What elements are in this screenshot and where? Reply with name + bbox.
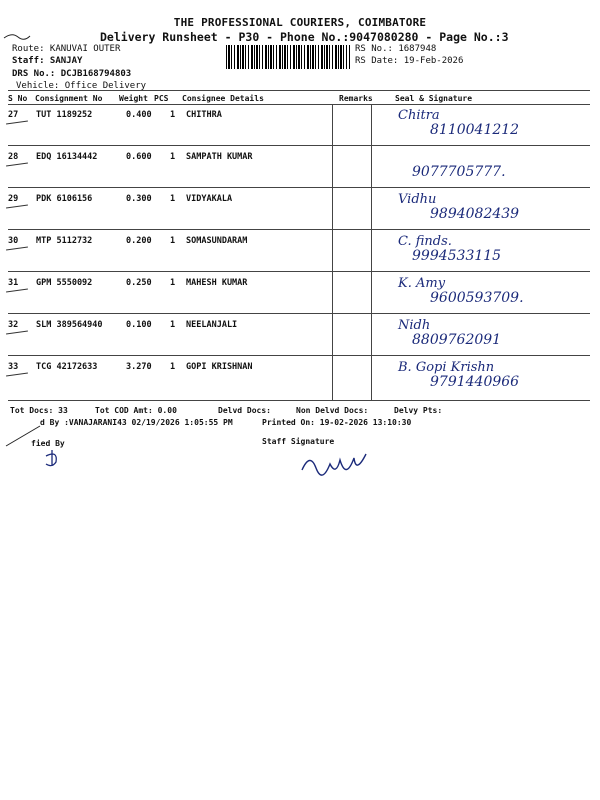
- consignee-name: SOMASUNDARAM: [186, 236, 248, 246]
- consignment-number: TUT 1189252: [36, 110, 93, 120]
- pen-scribble-mark: [2, 30, 32, 44]
- consignee-name: MAHESH KUMAR: [186, 278, 248, 288]
- consignee-name: CHITHRA: [186, 110, 222, 120]
- table-top-rule: [8, 90, 590, 91]
- staff-signature-label: Staff Signature: [262, 437, 335, 446]
- pcs-count: 1: [170, 362, 176, 372]
- staff-label: Staff: SANJAY: [12, 56, 83, 66]
- rs-date: RS Date: 19-Feb-2026: [355, 56, 464, 66]
- col-pcs: PCS: [154, 94, 169, 103]
- drs-number: DRS No.: DCJB168794803: [12, 69, 132, 79]
- pcs-count: 1: [170, 194, 176, 204]
- created-by: d By :VANAJARANI43 02/19/2026 1:05:55 PM: [40, 418, 233, 427]
- runsheet-title: Delivery Runsheet - P30 - Phone No.:9047080280 - Page No.:3: [100, 30, 509, 44]
- consignment-number: TCG 42172633: [36, 362, 98, 372]
- delivered-docs: Delvd Docs:: [218, 406, 271, 415]
- consignment-number: SLM 389564940: [36, 320, 103, 330]
- weight-value: 0.300: [126, 194, 152, 204]
- recipient-phone-number: 8809762091: [412, 332, 502, 348]
- table-row: [0, 314, 600, 356]
- serial-number: 31: [8, 278, 19, 288]
- route-label: Route: KANUVAI OUTER: [12, 44, 121, 54]
- recipient-phone-number: 9894082439: [430, 206, 520, 222]
- pcs-count: 1: [170, 110, 176, 120]
- table-row: [0, 272, 600, 314]
- table-row: [0, 230, 600, 272]
- weight-value: 0.200: [126, 236, 152, 246]
- consignment-number: GPM 5550092: [36, 278, 93, 288]
- recipient-signature-name: K. Amy: [398, 276, 446, 291]
- consignee-name: VIDYAKALA: [186, 194, 233, 204]
- col-remarks: Remarks: [339, 94, 373, 103]
- staff-signature-mark: [296, 446, 376, 488]
- total-docs: Tot Docs: 33: [10, 406, 68, 415]
- pcs-count: 1: [170, 320, 176, 330]
- serial-number: 32: [8, 320, 19, 330]
- consignee-name: GOPI KRISHNAN: [186, 362, 253, 372]
- serial-underline-mark: [6, 288, 28, 292]
- total-cod-amount: Tot COD Amt: 0.00: [95, 406, 177, 415]
- table-row: [0, 104, 600, 146]
- serial-underline-mark: [6, 162, 28, 166]
- serial-underline-mark: [6, 120, 28, 124]
- recipient-signature-name: Chitra: [398, 108, 440, 123]
- weight-value: 0.100: [126, 320, 152, 330]
- recipient-signature-name: B. Gopi Krishn: [398, 360, 495, 375]
- verifier-signature-mark: [2, 420, 62, 470]
- pcs-count: 1: [170, 152, 176, 162]
- table-row: [0, 356, 600, 398]
- weight-value: 0.250: [126, 278, 152, 288]
- recipient-signature-name: C. finds.: [398, 234, 452, 249]
- consignee-name: SAMPATH KUMAR: [186, 152, 253, 162]
- company-title: THE PROFESSIONAL COURIERS, COIMBATORE: [173, 16, 427, 29]
- recipient-phone-number: 9600593709.: [430, 290, 524, 306]
- serial-number: 29: [8, 194, 19, 204]
- recipient-phone-number: 9791440966: [430, 374, 520, 390]
- col-consignment: Consignment No: [35, 94, 103, 103]
- col-consignee: Consignee Details: [182, 94, 264, 103]
- recipient-signature-name: Nidh: [398, 318, 431, 333]
- delivery-points: Delvy Pts:: [394, 406, 443, 415]
- recipient-phone-number: 8110041212: [430, 122, 520, 138]
- col-seal-signature: Seal & Signature: [395, 94, 473, 103]
- serial-number: 27: [8, 110, 19, 120]
- col-sno: S No: [8, 94, 28, 103]
- weight-value: 0.600: [126, 152, 152, 162]
- table-row: [0, 146, 600, 188]
- weight-value: 3.270: [126, 362, 152, 372]
- consignment-number: EDQ 16134442: [36, 152, 98, 162]
- serial-number: 30: [8, 236, 19, 246]
- serial-number: 33: [8, 362, 19, 372]
- verified-by-label: fied By: [31, 439, 65, 448]
- table-bottom-rule: [8, 400, 590, 401]
- weight-value: 0.400: [126, 110, 152, 120]
- col-weight: Weight: [119, 94, 148, 103]
- barcode: [226, 45, 350, 69]
- recipient-phone-number: 9077705777.: [412, 164, 506, 180]
- serial-underline-mark: [6, 204, 28, 208]
- consignee-name: NEELANJALI: [186, 320, 238, 330]
- recipient-phone-number: 9994533115: [412, 248, 502, 264]
- consignment-number: MTP 5112732: [36, 236, 93, 246]
- pcs-count: 1: [170, 236, 176, 246]
- serial-underline-mark: [6, 330, 28, 334]
- vehicle-label: Vehicle: Office Delivery: [16, 81, 147, 91]
- printed-on: Printed On: 19-02-2026 13:10:30: [262, 418, 412, 427]
- rs-number: RS No.: 1687948: [355, 44, 437, 54]
- consignment-number: PDK 6106156: [36, 194, 93, 204]
- table-row: [0, 188, 600, 230]
- recipient-signature-name: Vidhu: [398, 192, 437, 207]
- serial-number: 28: [8, 152, 19, 162]
- serial-underline-mark: [6, 246, 28, 250]
- pcs-count: 1: [170, 278, 176, 288]
- serial-underline-mark: [6, 372, 28, 376]
- non-delivered-docs: Non Delvd Docs:: [296, 406, 369, 415]
